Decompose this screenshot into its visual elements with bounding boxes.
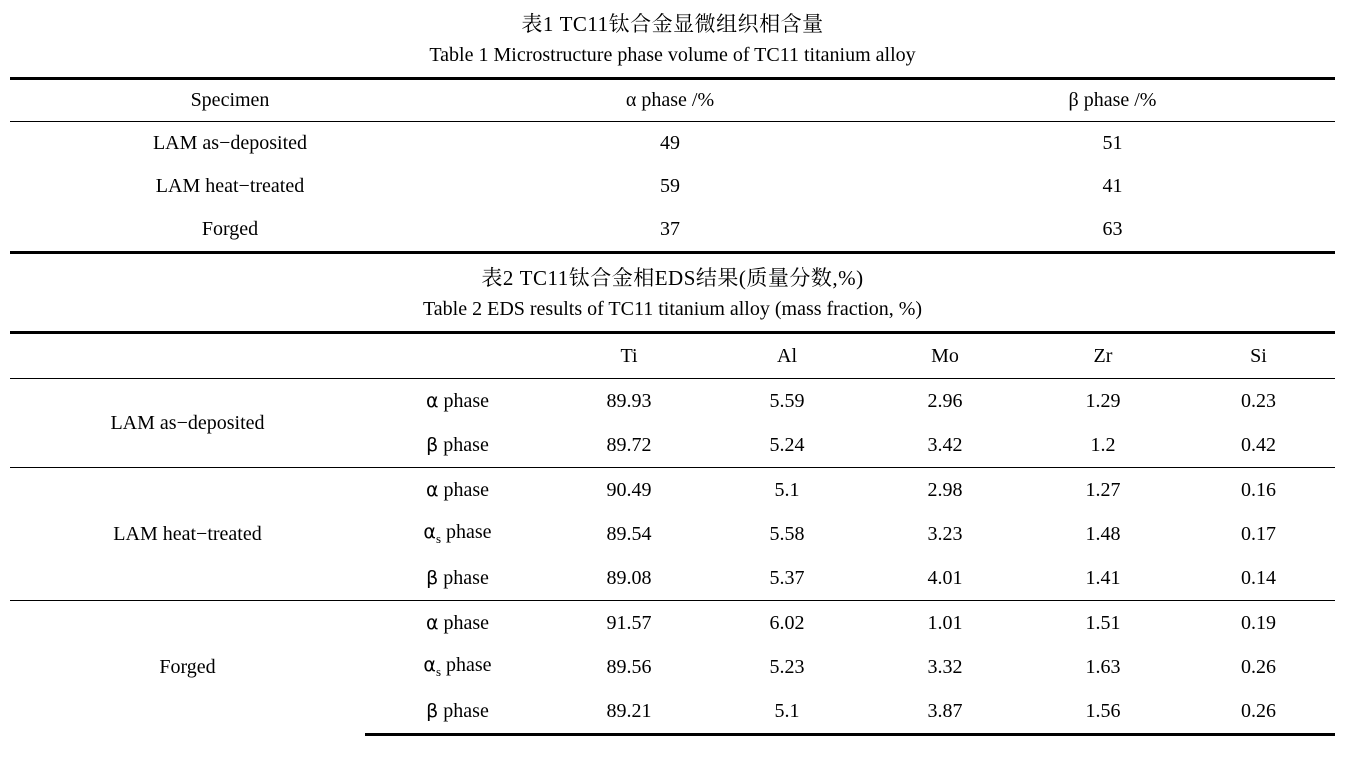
table2-cell-ti: 89.54 (606, 522, 652, 545)
table2-cell-al: 5.1 (708, 468, 866, 513)
table2-cell-ti: 89.93 (606, 389, 652, 412)
table1-cell-beta: 63 (890, 208, 1335, 253)
table2-cell-al: 5.24 (769, 433, 805, 456)
table2-cell-al: 5.37 (769, 566, 805, 589)
table1-cell-alpha: 49 (660, 132, 680, 154)
table1-caption-chinese: 表1 TC11钛合金显微组织相含量 (521, 12, 824, 36)
table1-caption-english: Table 1 Microstructure phase volume of TC11 titanium alloy (429, 44, 916, 66)
table2-group-label: LAM heat−treated (10, 468, 365, 601)
table2-cell-ti: 89.72 (606, 433, 652, 456)
table2-cell-zr: 1.63 (1085, 655, 1121, 678)
table2-cell-phase (365, 645, 550, 689)
table2-cell-si: 0.14 (1241, 566, 1276, 589)
phase-symbol: α (423, 521, 436, 543)
phase-subscript: s (435, 664, 442, 679)
table2-cell-al: 5.1 (708, 689, 866, 735)
table2-cell-mo: 3.42 (927, 433, 963, 456)
table2-cell-si: 0.26 (1241, 655, 1276, 678)
table1-cell-specimen: Forged (10, 208, 450, 253)
phase-symbol: β (426, 566, 439, 589)
table2-cell-zr: 1.41 (1085, 566, 1121, 589)
table1-cell-beta: 51 (1102, 132, 1123, 154)
table2-header-row (10, 333, 1335, 379)
table-row (10, 122, 1335, 166)
table2-cell-zr: 1.29 (1085, 389, 1121, 412)
phase-symbol: α (425, 478, 439, 501)
table2-cell-al: 5.59 (769, 389, 805, 412)
table2-cell-zr: 1.48 (1085, 522, 1121, 545)
phase-label: phase (438, 389, 490, 412)
table2-cell-si: 0.19 (1182, 601, 1335, 646)
table1-cell-specimen: LAM heat−treated (155, 175, 305, 197)
table1-cell-alpha: 37 (450, 208, 890, 253)
table2-caption-chinese: 表2 TC11钛合金相EDS结果(质量分数,%) (481, 266, 864, 290)
table2 (10, 331, 1335, 736)
table1-header-specimen: Specimen (10, 79, 450, 122)
table2-cell-ti: 91.57 (550, 601, 708, 646)
table2-cell-si: 0.16 (1182, 468, 1335, 513)
table2-cell-ti: 89.21 (550, 689, 708, 735)
table2-cell-ti: 89.08 (606, 566, 652, 589)
table-row (10, 601, 1335, 646)
table2-cell-phase (365, 468, 550, 513)
phase-symbol: α (425, 611, 439, 634)
table2-header-blank1 (10, 333, 365, 379)
table-row (10, 165, 1335, 208)
phase-label: phase (438, 566, 489, 589)
table2-group-label: Forged (10, 601, 365, 735)
table2-cell-zr: 1.2 (1090, 433, 1116, 456)
table2-cell-phase (365, 556, 550, 601)
table2-cell-mo: 3.23 (927, 522, 963, 545)
table2-cell-zr: 1.27 (1024, 468, 1182, 513)
table1-header-alpha: α phase /% (450, 79, 890, 122)
phase-label: phase (438, 611, 490, 634)
table1-cell-specimen: LAM as−deposited (152, 132, 308, 154)
table1-header-row (10, 79, 1335, 122)
table2-cell-si: 0.17 (1241, 522, 1276, 545)
table2-cell-al: 6.02 (708, 601, 866, 646)
table2-cell-phase (365, 601, 550, 646)
phase-symbol: α (423, 654, 436, 676)
table1-cell-alpha: 59 (660, 175, 680, 197)
table1 (10, 77, 1335, 254)
phase-label: phase (438, 699, 489, 722)
table2-cell-mo: 3.87 (866, 689, 1024, 735)
table2-cell-mo: 2.96 (927, 389, 963, 412)
phase-label: phase (441, 521, 492, 543)
table2-cell-mo: 1.01 (866, 601, 1024, 646)
table2-caption-english: Table 2 EDS results of TC11 titanium alloy (mass fraction, %) (422, 298, 923, 320)
table-row (10, 208, 1335, 253)
phase-symbol: β (426, 433, 439, 456)
phase-symbol: β (426, 699, 439, 722)
table2-cell-ti: 90.49 (550, 468, 708, 513)
phase-label: phase (438, 478, 490, 501)
table2-header-mo: Mo (866, 333, 1024, 379)
table2-group-label: LAM as−deposited (110, 411, 265, 434)
table2-cell-al: 5.23 (769, 655, 805, 678)
table2-cell-ti: 89.56 (606, 655, 652, 678)
table2-cell-phase (365, 512, 550, 556)
phase-symbol: α (425, 389, 439, 412)
table2-cell-mo: 3.32 (927, 655, 963, 678)
table2-cell-phase (365, 379, 550, 424)
table2-header-zr: Zr (1024, 333, 1182, 379)
table1-cell-beta: 41 (1102, 175, 1123, 197)
table2-cell-phase (365, 689, 550, 735)
table2-header-ti: Ti (550, 333, 708, 379)
table-row (10, 379, 1335, 424)
table2-cell-phase (365, 423, 550, 468)
table2-header-blank2 (365, 333, 550, 379)
table2-cell-si: 0.26 (1182, 689, 1335, 735)
table2-cell-si: 0.42 (1241, 433, 1276, 456)
table2-cell-zr: 1.51 (1024, 601, 1182, 646)
table-row (10, 468, 1335, 513)
phase-label: phase (438, 433, 489, 456)
table2-cell-mo: 4.01 (927, 566, 963, 589)
phase-label: phase (441, 654, 492, 676)
table1-header-beta: β phase /% (890, 79, 1335, 122)
table2-cell-zr: 1.56 (1024, 689, 1182, 735)
table2-header-si: Si (1182, 333, 1335, 379)
phase-subscript: s (435, 531, 442, 546)
table2-cell-mo: 2.98 (866, 468, 1024, 513)
table2-cell-al: 5.58 (769, 522, 805, 545)
table2-header-al: Al (708, 333, 866, 379)
table2-cell-si: 0.23 (1241, 389, 1276, 412)
